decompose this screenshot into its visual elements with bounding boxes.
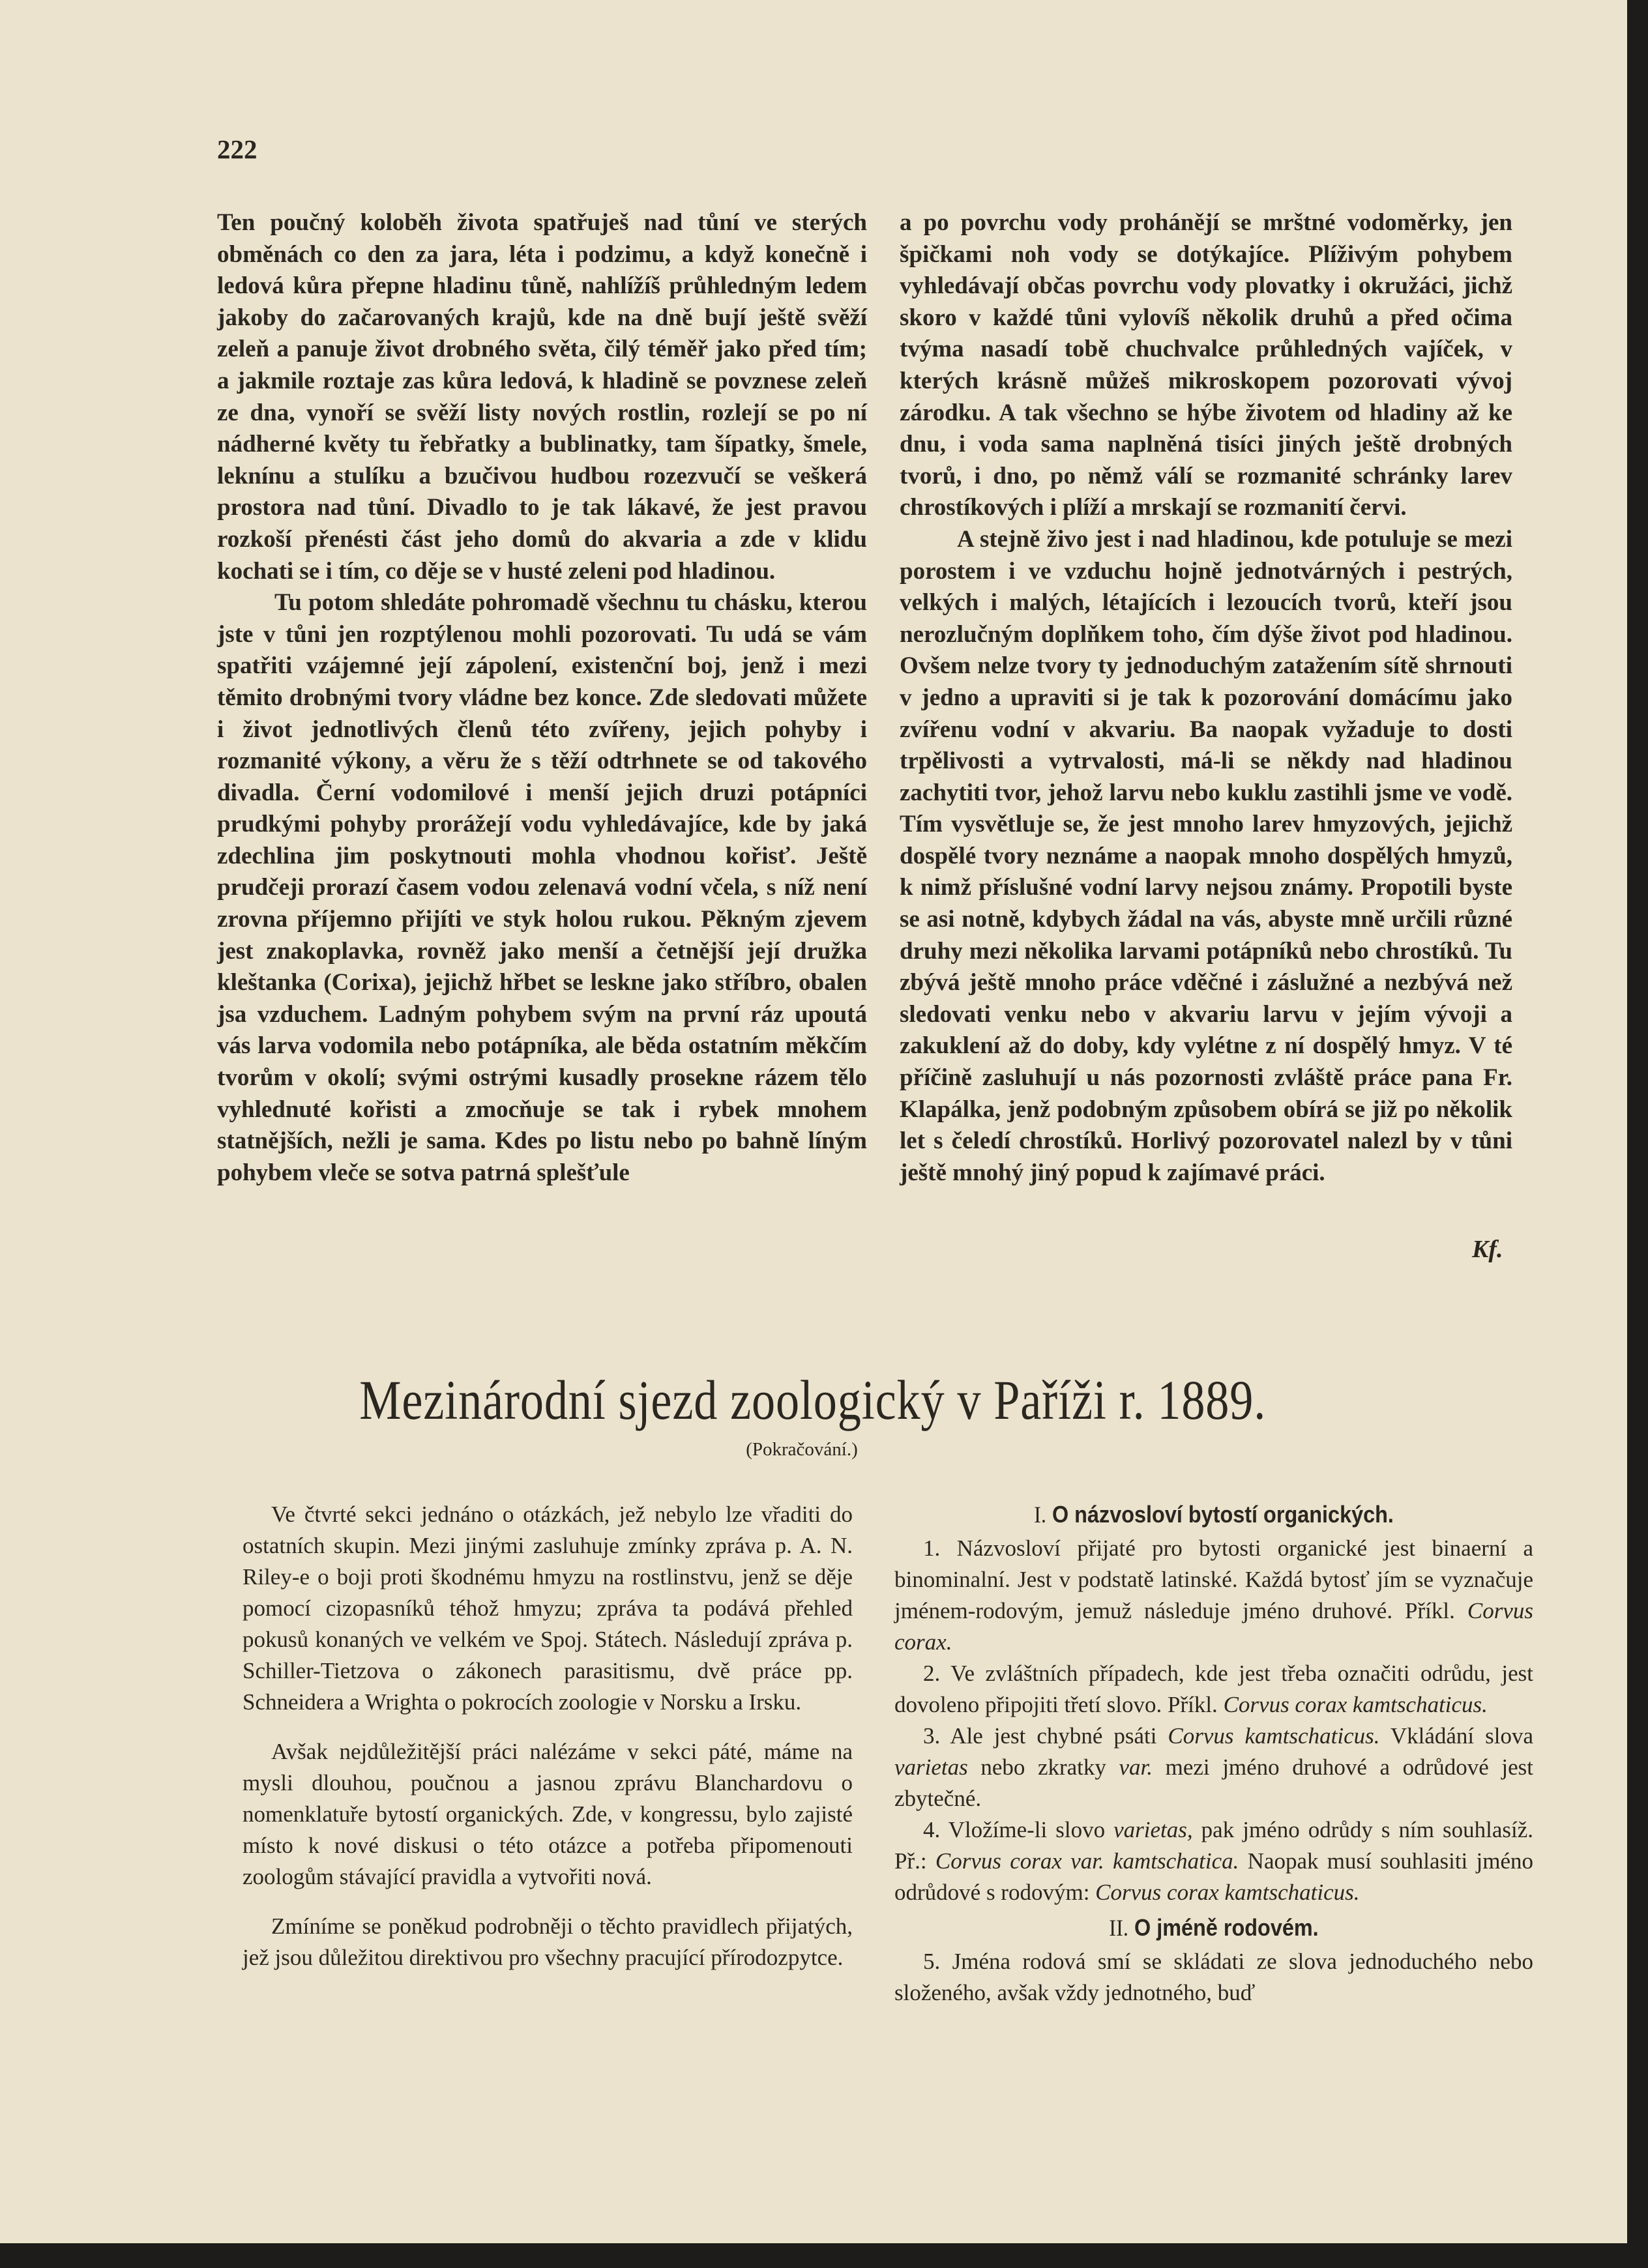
article-title: Mezinárodní sjezd zoologický v Paříži r. 1889. — [359, 1369, 1267, 1431]
rule-text: Naopak musí souhlasiti jméno odrůdové s rodovým: — [894, 1848, 1534, 1905]
rule-example: Corvus corax var. kamtschatica. — [935, 1848, 1239, 1874]
rule-item — [894, 1533, 1533, 1658]
section-numeral: I. — [1034, 1502, 1046, 1528]
paragraph: Ten poučný koloběh života spatřuješ nad tůní ve sterých obměnách co den za jara, léta i podzimu, a když konečně i ledová kůra přepne hladinu tůně, nahlížíš průhledným ledem jakoby do začarovaných krajů, kde na dně bují ještě svěží zeleň a panuje život drobného světa, čilý téměř jako před tím; a jakmile roztaje zas kůra ledová, k hladině se povznese zeleň ze dna, vynoří se svěží listy nových rostlin, rozlejí se po ní nádherné květy tu řebřatky a bublinatky, tam šípatky, šmele, leknínu a stulíku a bzučivou hudbou rozezvučí se veškerá prostora nad tůní. Divadlo to je tak lákavé, že jest pravou rozkoší přenésti část jeho domů do akvaria a zde v klidu kochati se i tím, co děje se v husté zeleni pod hladinou. — [217, 209, 867, 585]
rule-text: 1. Názvosloví přijaté pro bytosti organické jest binaerní a binominalní. Jest v podstatě latinské. Každá bytosť jím se vyznačuje jménem-rodovým, jemuž následuje jméno druhové. Příkl. — [894, 1535, 1533, 1623]
section-heading — [926, 1499, 1501, 1530]
rule-example: Corvus corax kamtschaticus. — [1095, 1880, 1360, 1905]
paragraph: Zmíníme se poněkud podrobněji o těchto pravidlech přijatých, jež jsou důležitou direktivou pro všechny pracující přírodozpytce. — [243, 1913, 853, 1970]
rule-item: 5. Jména rodová smí se skládati ze slova jednoduchého nebo složeného, avšak vždy jednotného, buď — [894, 1949, 1533, 2005]
article-left-column — [243, 1499, 853, 1992]
paragraph: Tu potom shledáte pohromadě všechnu tu chásku, kterou jste v tůni jen rozptýlenou mohli pozorovati. Tu udá se vám spatřiti vzájemné její zápolení, existenční boj, jenž i mezi těmito drobnými tvory vládne bez konce. Zde sledovati můžete i život jednotlivých členů této zvířeny, jejich pohyby i rozmanité výkony, a věru že s těží odtrhnete se od takového divadla. Černí vodomilové i menší jejich druzi potápníci prudkými pohyby prorážejí vodu vyhledávajíce, kde by jaká zdechlina jim poskytnouti mohla vhodnou kořisť. Ještě prudčeji prorazí časem vodou zelenavá vodní včela, s níž není zrovna příjemno přijíti ve styk holou rukou. Pěkným zjevem jest znakoplavka, rovněž jako menší a četnější její družka kleštanka (Corixa), jejichž hřbet se leskne jako stříbro, obalen jsa vzduchem. Ladným pohybem svým na první ráz upoutá vás larva vodomila nebo potápníka, ale běda ostatním měkčím tvorům v okolí; svými ostrými kusadly prosekne rázem tělo vyhlednuté kořisti a zmocňuje se tak i rybek mnohem statnějších, nežli je sama. Kdes po listu nebo po bahně líným pohybem vleče se sotva patrná splešťule — [217, 589, 867, 1186]
rule-text: 3. Ale jest chybné psáti — [923, 1723, 1157, 1749]
rule-item — [894, 1814, 1533, 1908]
author-signature: Kf. — [1472, 1236, 1503, 1263]
continuation-note: (Pokračování.) — [746, 1439, 858, 1460]
rule-item — [894, 1721, 1533, 1814]
rule-text: 2. Ve zvláštních případech, kde jest třeba označiti odrůdu, jest dovoleno připojiti třetí slovo. Příkl. — [894, 1661, 1533, 1717]
rule-text: 4. Vložíme-li slovo — [923, 1817, 1106, 1842]
rule-example: varietas — [894, 1754, 968, 1780]
paragraph: Avšak nejdůležitější práci nalézáme v sekci páté, máme na mysli dlouhou, poučnou a jasnou zprávu Blanchardovu o nomenklatuře bytostí organických. Zde, v kongressu, bylo zajisté místo k nové diskusi o této otázce a potřeba připomenouti zoologům stávající pravidla a vytvořiti nová. — [243, 1739, 853, 1889]
section-heading — [926, 1912, 1501, 1943]
rule-example: var. — [1119, 1754, 1153, 1780]
rule-example: Corvus corax. — [894, 1598, 1533, 1655]
rule-text: pak jméno odrůdy s ním souhlasíž. Př.: — [894, 1817, 1533, 1874]
section-title: O jméně rodovém. — [1134, 1914, 1319, 1941]
rule-example: varietas, — [1113, 1817, 1193, 1842]
rule-item — [894, 1658, 1533, 1721]
section-title: O názvosloví bytostí organických. — [1052, 1501, 1394, 1528]
top-article-left-column — [217, 207, 867, 1189]
paragraph: A stejně živo jest i nad hladinou, kde potuluje se mezi porostem i ve vzduchu hojně jednotvárných i pestrých, velkých i malých, létajících i lezoucích tvorů, kteří jsou nerozlučným doplňkem toho, čím dýše život pod hladinou. Ovšem nelze tvory ty jednoduchým zatažením sítě shrnouti v jedno a upraviti si je tak k pozorování domácímu jako zvířenu vodní v akvariu. Ba naopak vyžaduje to dosti trpělivosti a vytrvalosti, má-li se někdy nad hladinou zachytiti tvor, jehož larvu nebo kuklu zastihli jsme ve vodě. Tím vysvětluje se, že jest mnoho larev hmyzových, jejichž dospělé tvory neznáme a naopak mnoho dospělých hmyzů, k nimž příslušné vodní larvy nejsou známy. Propotili byste se asi notně, kdybych žádal na vás, abyste mně určili různé druhy mezi několika larvami potápníků nebo chrostíků. Tu zbývá ještě mnoho práce vděčné i záslužné a nezbývá než sledovati venku nebo v akvariu larvu v jejím vývoji a zakuklení až do doby, kdy vylétne z ní dospělý hmyz. V té příčině zasluhují u nás pozornosti zvláště práce pana Fr. Klapálka, jenž podobným způsobem obírá se již po několik let s čeledí chrostíků. Horlivý pozorovatel nalezl by v tůni ještě mnohý jiný popud k zajímavé práci. — [900, 525, 1512, 1186]
rule-text: mezi jméno druhové a odrůdové jest zbytečné. — [894, 1754, 1533, 1811]
paragraph: a po povrchu vody prohánějí se mrštné vodoměrky, jen špičkami noh vody se dotýkajíce. Plíživým pohybem vyhledávají občas povrchu vody plovatky i okružáci, jichž skoro v každé tůni vylovíš několik druhů a před očima tvýma nasadí tobě chuchvalce průhledných vajíček, v kterých krásně můžeš mikroskopem pozorovati vývoj zárodku. A tak všechno se hýbe životem od hladiny až ke dnu, i voda sama naplněná tisíci jiných ještě drobných tvorů, i dno, po němž válí se rozmanité schránky larev chrostíkových i plíží a mrskají se rozmanití červi. — [900, 209, 1512, 521]
rule-example: Corvus corax kamtschaticus. — [1223, 1692, 1488, 1717]
rule-text: Vkládání slova — [1390, 1723, 1533, 1749]
rule-example: Corvus kamtschaticus. — [1168, 1723, 1380, 1749]
article-right-column — [894, 1499, 1533, 2009]
top-article-right-column — [900, 207, 1512, 1189]
section-numeral: II. — [1109, 1915, 1128, 1941]
rule-text: nebo zkratky — [980, 1754, 1106, 1780]
page-number: 222 — [217, 134, 258, 164]
paragraph: Ve čtvrté sekci jednáno o otázkách, jež nebylo lze vřaditi do ostatních skupin. Mezi jinými zasluhuje zmínky zpráva p. A. N. Riley-e o boji proti škodnému hmyzu na rostlinstvu, jenž se děje pomocí cizopasníků téhož hmyzu; zpráva ta podává přehled pokusů konaných ve velkém ve Spoj. Státech. Následují zpráva p. Schiller-Tietzova o zákonech parasitismu, dvě práce pp. Schneidera a Wrighta o pokrocích zoologie v Norsku a Irsku. — [243, 1502, 853, 1715]
